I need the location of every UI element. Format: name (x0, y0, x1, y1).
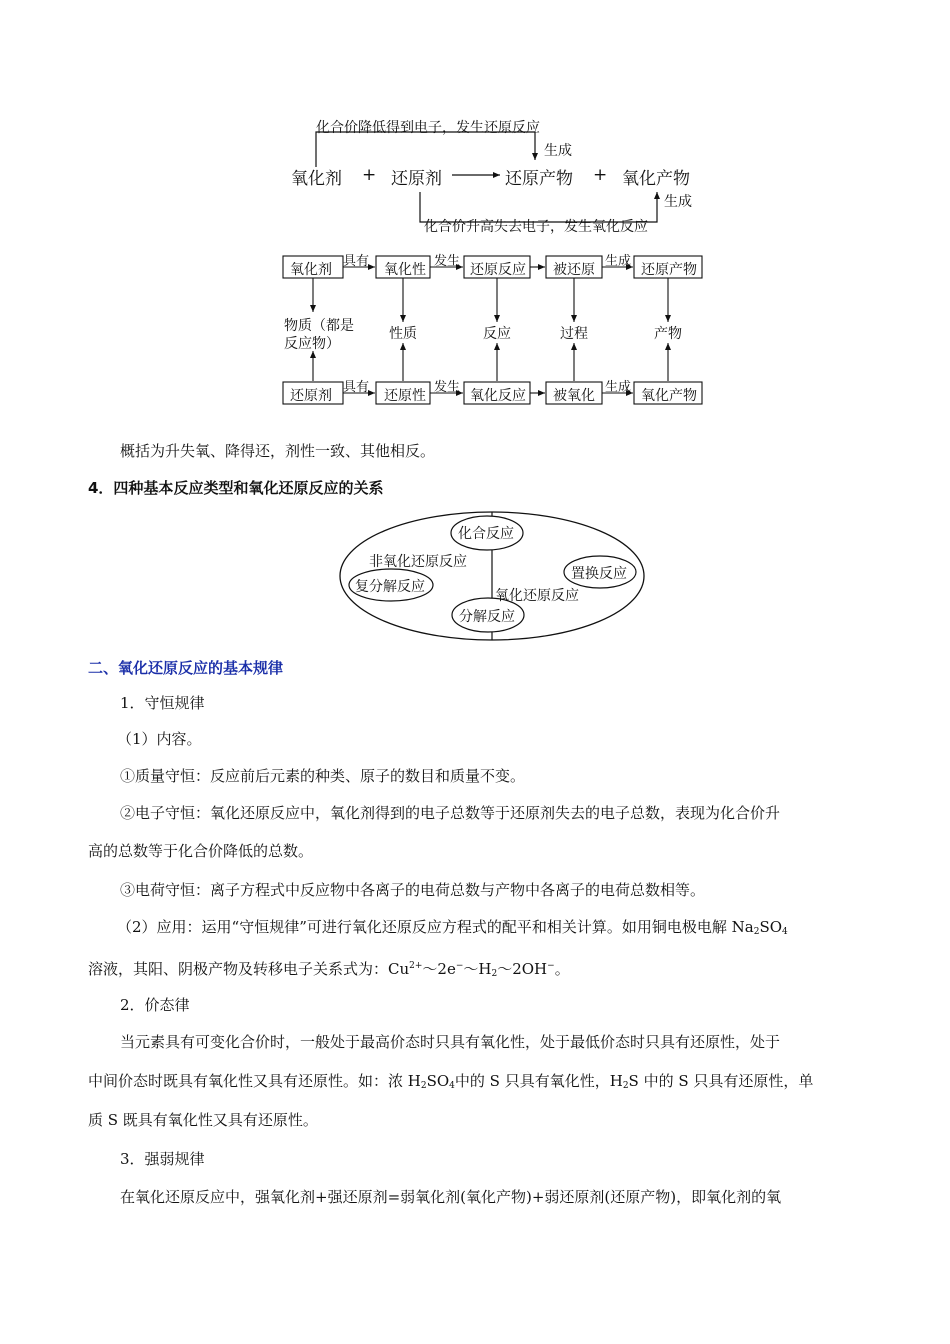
law2-line2 (88, 1071, 813, 1096)
law1-app-text-d: ～2e (422, 960, 456, 978)
law1-app-text-g: 。 (554, 960, 570, 978)
law1-app-sup-minus-1: − (455, 961, 464, 971)
grid-bottom-edge-have: 具有 (343, 380, 370, 395)
grid-mid-process: 过程 (560, 326, 588, 342)
grid-top-reduction-reaction: 还原反应 (470, 262, 526, 278)
oxidant-term: 氧化剂 (291, 169, 342, 189)
grid-top-reduction-product: 还原产物 (641, 262, 697, 278)
summary-text: 概括为升失氧、降得还，剂性一致、其他相反。 (120, 442, 436, 460)
grid-mid-property: 性质 (389, 326, 417, 342)
law1-application-line1 (117, 917, 788, 942)
section4-title: 4．四种基本反应类型和氧化还原反应的关系 (88, 479, 384, 497)
grid-bottom-reducing: 还原性 (384, 388, 426, 404)
law1-electron-conservation-2: 高的总数等于化合价降低的总数。 (88, 842, 314, 860)
bottom-generate-label: 生成 (664, 194, 692, 210)
law2-title: 2．价态律 (120, 996, 190, 1014)
grid-mid-product: 产物 (654, 326, 682, 342)
law2-text-d: S 中的 S 只具有还原性，单 (628, 1072, 814, 1090)
law1-charge-conservation: ③电荷守恒：离子方程式中反应物中各离子的电荷总数与产物中各离子的电荷总数相等。 (120, 881, 706, 899)
law3-title: 3．强弱规律 (120, 1150, 205, 1168)
law2-sub-2b: 2 (622, 1081, 629, 1091)
law1-app-text-a: （2）应用：运用“守恒规律”可进行氧化还原反应方程式的配平和相关计算。如用铜电极电解 Na (117, 918, 754, 936)
law1-electron-conservation-1: ②电子守恒：氧化还原反应中，氧化剂得到的电子总数等于还原剂失去的电子总数，表现为化合价升 (120, 804, 781, 822)
grid-top-edge-generate: 生成 (605, 254, 632, 269)
section2-title: 二、氧化还原反应的基本规律 (88, 659, 284, 677)
law2-line1: 当元素具有可变化合价时，一般处于最高价态时只具有氧化性，处于最低价态时只具有还原性，处于 (120, 1033, 781, 1051)
law2-sub-4: 4 (449, 1081, 455, 1091)
grid-bottom-edge-occur: 发生 (434, 380, 461, 395)
grid-bottom-oxidation-product: 氧化产物 (641, 388, 697, 404)
law1-app-sub-2b: 2 (491, 969, 498, 979)
grid-mid-substance-2: 反应物） (284, 336, 340, 352)
grid-top-edge-occur: 发生 (434, 254, 461, 269)
law1-application-line2 (88, 956, 570, 984)
grid-top-oxidizing: 氧化性 (384, 262, 426, 278)
grid-top-oxidant: 氧化剂 (290, 262, 332, 278)
grid-bottom-edge-generate: 生成 (605, 380, 632, 395)
bottom-bracket-label: 化合价升高失去电子，发生氧化反应 (424, 219, 648, 235)
venn-redox: 氧化还原反应 (495, 588, 579, 604)
top-bracket-line (316, 132, 535, 167)
plus-sign-1: + (362, 165, 377, 185)
plus-sign-2: + (593, 165, 608, 185)
law1-content-label: （1）内容。 (117, 730, 202, 748)
venn-double-decomposition: 复分解反应 (355, 579, 425, 595)
law1-app-sub-4: 4 (782, 927, 788, 937)
law2-line3: 质 S 既具有氧化性又具有还原性。 (88, 1111, 318, 1129)
top-generate-label: 生成 (544, 143, 572, 159)
law1-mass-conservation: ①质量守恒：反应前后元素的种类、原子的数目和质量不变。 (120, 767, 526, 785)
law2-text-a: 中间价态时既具有氧化性又具有还原性。如：浓 H (88, 1072, 421, 1090)
law3-line1: 在氧化还原反应中，强氧化剂+强还原剂=弱氧化剂(氧化产物)+弱还原剂(还原产物)，即氧化剂的氧 (120, 1188, 782, 1206)
law1-app-text-c: 溶液，其阳、阴极产物及转移电子关系式为：Cu (88, 960, 410, 978)
reduction-product-term: 还原产物 (505, 169, 573, 189)
reductant-term: 还原剂 (391, 169, 442, 189)
grid-top-edge-have: 具有 (343, 254, 370, 269)
venn-combination: 化合反应 (458, 526, 514, 542)
law2-sub-2a: 2 (420, 1081, 427, 1091)
law1-app-text-e: ～H (463, 960, 492, 978)
grid-bottom-oxidation-reaction: 氧化反应 (470, 388, 526, 404)
law1-app-sup-minus-2: − (547, 961, 555, 971)
law1-app-sub-2: 2 (753, 927, 760, 937)
grid-bottom-reductant: 还原剂 (290, 388, 332, 404)
top-bracket-label: 化合价降低得到电子，发生还原反应 (316, 120, 540, 136)
venn-non-redox: 非氧化还原反应 (369, 554, 467, 570)
venn-decomposition: 分解反应 (459, 609, 515, 625)
law1-app-text-b: SO (759, 918, 783, 936)
law1-title: 1．守恒规律 (120, 694, 205, 712)
oxidation-product-term: 氧化产物 (622, 169, 690, 189)
grid-top-reduced: 被还原 (553, 262, 595, 278)
law1-app-text-f: ～2OH (497, 960, 548, 978)
law2-text-c: 中的 S 只具有氧化性，H (454, 1072, 623, 1090)
grid-bottom-oxidized: 被氧化 (553, 388, 595, 404)
grid-mid-substance-1: 物质（都是 (284, 318, 354, 334)
grid-mid-reaction: 反应 (483, 326, 511, 342)
law1-app-sup-2plus: 2+ (409, 961, 423, 971)
venn-displacement: 置换反应 (571, 566, 627, 582)
law2-text-b: SO (426, 1072, 450, 1090)
